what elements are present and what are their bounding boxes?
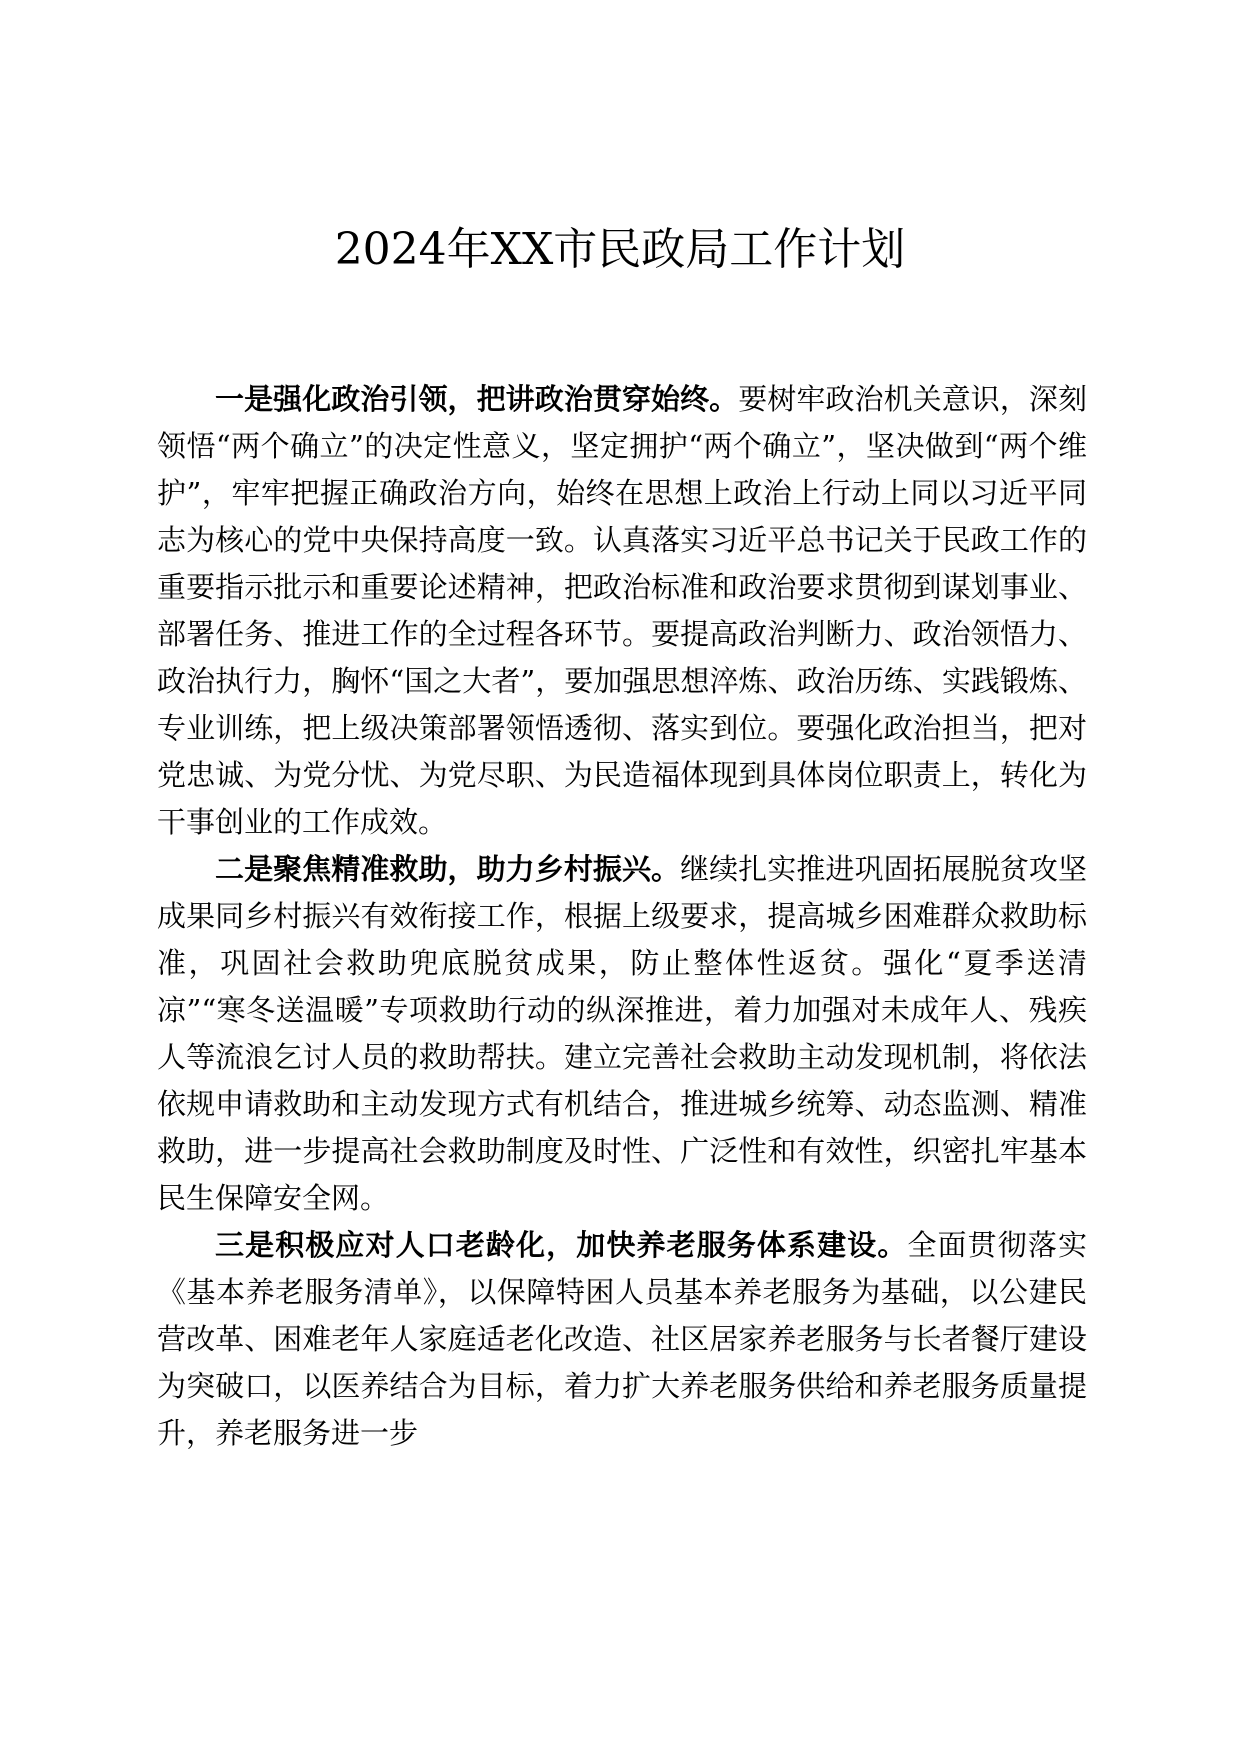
- paragraph-text: 要树牢政治机关意识，深刻领悟“两个确立”的决定性意义，坚定拥护“两个确立”，坚决做到“两个维护”，牢牢把握正确政治方向，始终在思想上政治上行动上同以习近平同志为核心的党中央保持高度一致。认真落实习近平总书记关于民政工作的重要指示批示和重要论述精神，把政治标准和政治要求贯彻到谋划事业、部署任务、推进工作的全过程各环节。要提高政治判断力、政治领悟力、政治执行力，胸怀“国之大者”，要加强思想淬炼、政治历练、实践锻炼、专业训练，把上级决策部署领悟透彻、落实到位。要强化政治担当，把对党忠诚、为党分忧、为党尽职、为民造福体现到具体岗位职责上，转化为干事创业的工作成效。: [157, 382, 1087, 839]
- paragraph-2: [157, 846, 1087, 1222]
- document-body: [157, 376, 1087, 1457]
- paragraph-lead: 三是积极应对人口老龄化，加快养老服务体系建设。: [215, 1228, 908, 1262]
- page-title: 2024年XX市民政局工作计划: [334, 224, 906, 275]
- paragraph-text: 继续扎实推进巩固拓展脱贫攻坚成果同乡村振兴有效衔接工作，根据上级要求，提高城乡困难群众救助标准，巩固社会救助兜底脱贫成果，防止整体性返贫。强化“夏季送清凉”“寒冬送温暖”专项救助行动的纵深推进，着力加强对未成年人、残疾人等流浪乞讨人员的救助帮扶。建立完善社会救助主动发现机制，将依法依规申请救助和主动发现方式有机结合，推进城乡统筹、动态监测、精准救助，进一步提高社会救助制度及时性、广泛性和有效性，织密扎牢基本民生保障安全网。: [157, 852, 1087, 1215]
- paragraph-3: [157, 1222, 1087, 1457]
- paragraph-text: 全面贯彻落实《基本养老服务清单》，以保障特困人员基本养老服务为基础，以公建民营改革、困难老年人家庭适老化改造、社区居家养老服务与长者餐厅建设为突破口，以医养结合为目标，着力扩大养老服务供给和养老服务质量提升，养老服务进一步: [157, 1228, 1087, 1450]
- paragraph-1: [157, 376, 1087, 846]
- paragraph-lead: 一是强化政治引领，把讲政治贯穿始终。: [215, 382, 739, 416]
- paragraph-lead: 二是聚焦精准救助，助力乡村振兴。: [215, 852, 681, 886]
